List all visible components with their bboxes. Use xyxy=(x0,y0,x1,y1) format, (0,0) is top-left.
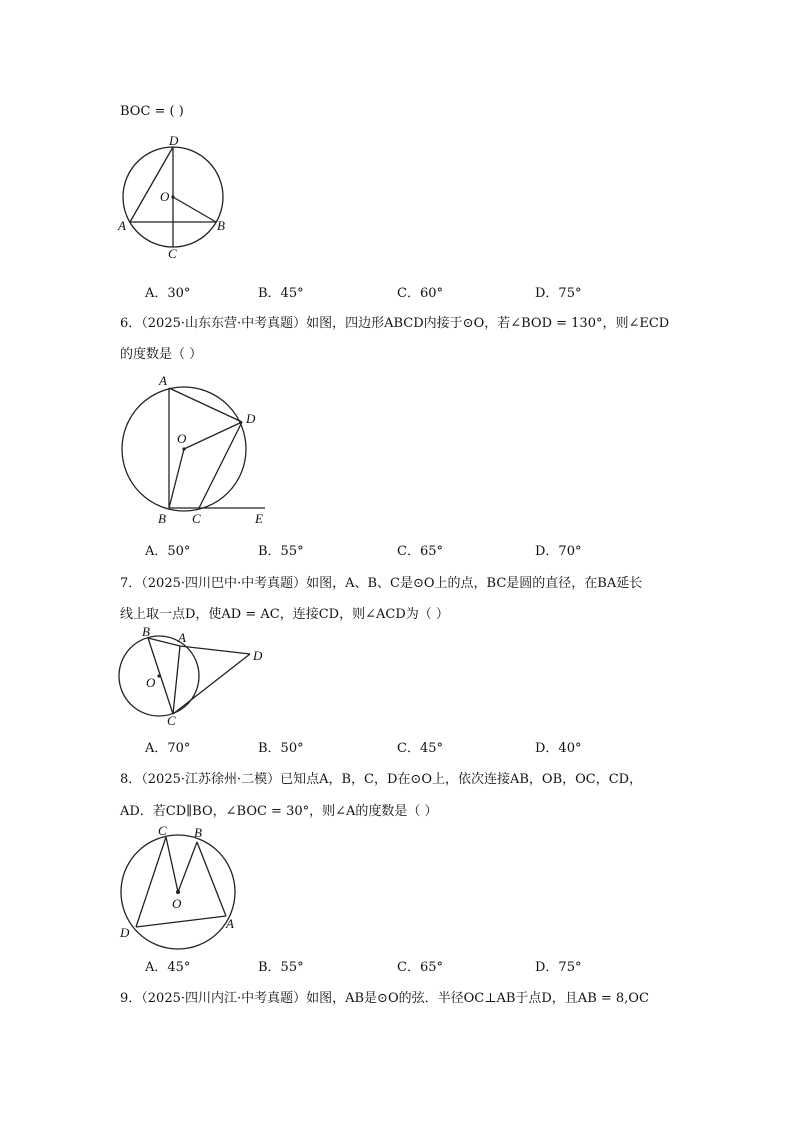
q6-option-a[interactable]: A．50° xyxy=(145,544,191,559)
q5-option-a[interactable]: A．30° xyxy=(145,286,191,301)
q7-label-c: C xyxy=(167,713,176,728)
q6-label-a: A xyxy=(159,373,167,388)
q5-figure xyxy=(110,132,240,267)
q5-label-o: O xyxy=(160,189,170,204)
q6-option-d[interactable]: D．70° xyxy=(535,544,582,559)
q7-label-d: D xyxy=(253,648,263,663)
q7-option-c[interactable]: C．45° xyxy=(397,741,443,756)
q7-stem-line1: 7．（2025·四川巴中·中考真题）如图，A、B、C是⊙O上的点，BC是圆的直径，在BA延长 xyxy=(120,576,643,591)
q8-stem-line1: 8．（2025·江苏徐州·二模）已知点A，B，C，D在⊙O上，依次连接AB，OB，OC，CD， xyxy=(120,772,643,787)
q7-option-d[interactable]: D．40° xyxy=(535,741,582,756)
q6-label-e: E xyxy=(255,511,263,526)
q8-label-o: O xyxy=(172,896,182,911)
q6-label-b: B xyxy=(158,511,166,526)
q8-option-b[interactable]: B．55° xyxy=(258,960,304,975)
q5-option-d[interactable]: D．75° xyxy=(535,286,582,301)
q8-option-c[interactable]: C．65° xyxy=(397,960,443,975)
q8-label-b: B xyxy=(194,825,202,840)
q6-option-b[interactable]: B．55° xyxy=(258,544,304,559)
q8-label-d: D xyxy=(120,925,130,940)
q7-label-o: O xyxy=(146,675,156,690)
q9-stem-line1: 9．（2025·四川内江·中考真题）如图，AB是⊙O的弦．半径OC⊥AB于点D，且AB = 8,OC xyxy=(120,991,649,1006)
q8-option-a[interactable]: A．45° xyxy=(145,960,191,975)
q8-label-a: A xyxy=(226,916,234,931)
q5-label-b: B xyxy=(217,218,225,233)
q6-label-c: C xyxy=(192,511,201,526)
q7-label-a: A xyxy=(178,630,186,645)
q5-label-d: D xyxy=(169,133,179,148)
q6-stem-line1: 6．（2025·山东东营·中考真题）如图，四边形ABCD内接于⊙O，若∠BOD = 130°，则∠ECD xyxy=(120,316,670,331)
q6-figure xyxy=(110,370,280,530)
q6-label-o: O xyxy=(177,431,187,446)
q6-label-d: D xyxy=(246,411,256,426)
q7-option-a[interactable]: A．70° xyxy=(145,741,191,756)
q5-option-b[interactable]: B．45° xyxy=(258,286,304,301)
q7-figure xyxy=(110,624,270,729)
q5-stem-tail: BOC = ( ) xyxy=(120,104,184,119)
q7-label-b: B xyxy=(142,624,150,639)
q7-stem-line2: 线上取一点D，使AD = AC，连接CD，则∠ACD为（ ） xyxy=(120,607,449,622)
q5-label-a: A xyxy=(118,218,126,233)
q8-label-c: C xyxy=(158,823,167,838)
q8-option-d[interactable]: D．75° xyxy=(535,960,582,975)
q6-option-c[interactable]: C．65° xyxy=(397,544,443,559)
q8-figure xyxy=(110,822,250,947)
q8-stem-line2: AD．若CD∥BO，∠BOC = 30°，则∠A的度数是（ ） xyxy=(120,804,438,819)
q5-option-c[interactable]: C．60° xyxy=(397,286,443,301)
q6-stem-line2: 的度数是（ ） xyxy=(120,347,203,362)
q5-label-c: C xyxy=(168,246,177,261)
q7-option-b[interactable]: B．50° xyxy=(258,741,304,756)
